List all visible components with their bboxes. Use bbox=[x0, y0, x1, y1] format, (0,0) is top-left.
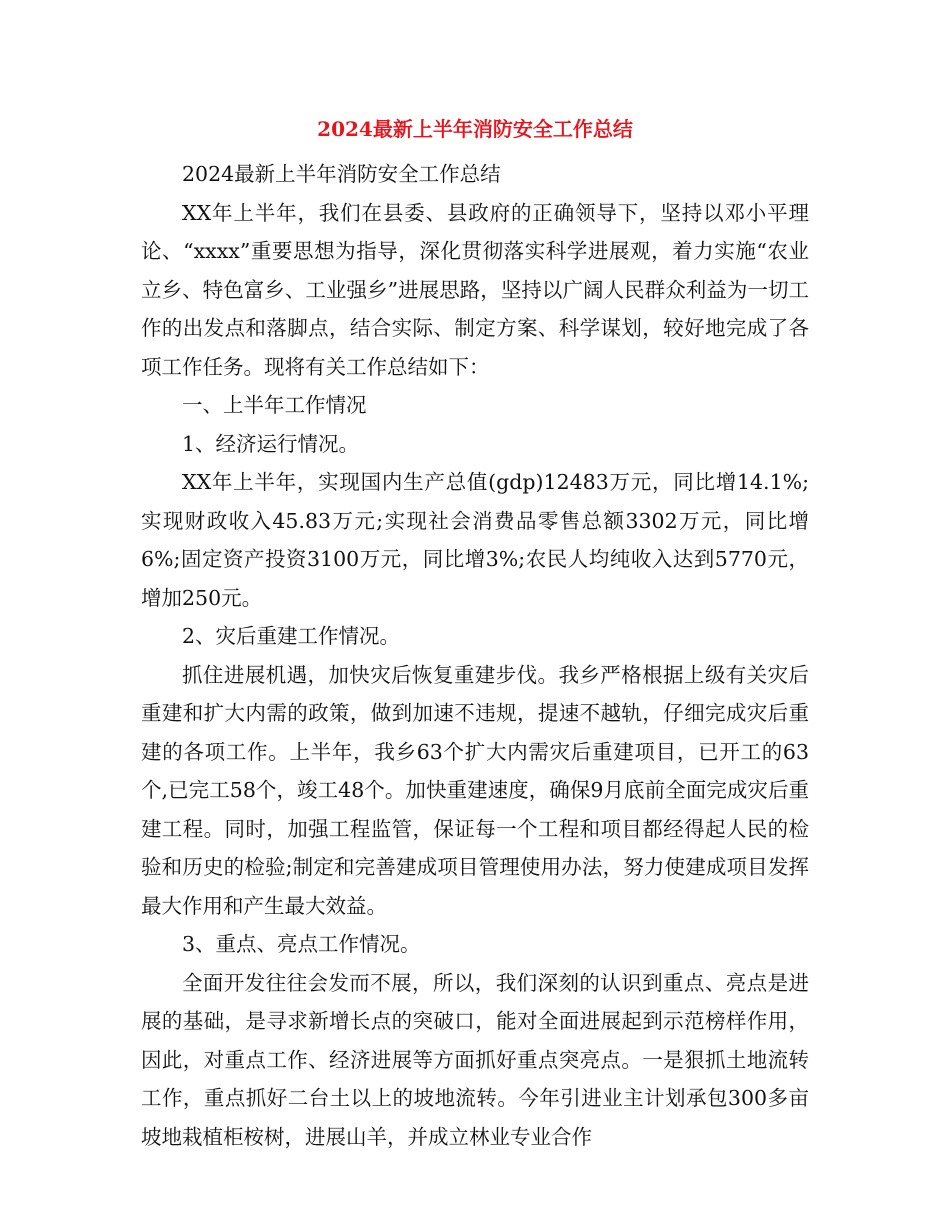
section-heading: 一、上半年工作情况 bbox=[182, 393, 367, 417]
paragraph-subtitle: 2024最新上半年消防安全工作总结 bbox=[182, 162, 501, 186]
document-body bbox=[141, 155, 809, 1156]
paragraph-intro: XX年上半年，我们在县委、县政府的正确领导下，坚持以邓小平理论、“xxxx”重要思想为指导，深化贯彻落实科学进展观，着力实施“农业立乡、特色富乡、工业强乡”进展思路，坚持以广阔人民群众利益为一切工作的出发点和落脚点，结合实际、制定方案、科学谋划，较好地完成了各项工作任务。现将有关工作总结如下： bbox=[141, 200, 809, 379]
paragraph-highlights: 全面开发往往会发而不展，所以，我们深刻的认识到重点、亮点是进展的基础，是寻求新增长点的突破口，能对全面进展起到示范榜样作用，因此，对重点工作、经济进展等方面抓好重点突亮点。一是狠抓土地流转工作，重点抓好二台土以上的坡地流转。今年引进业主计划承包300多亩坡地栽植柜桉树，进展山羊，并成立林业专业合作 bbox=[141, 970, 809, 1149]
document-title: 2024最新上半年消防安全工作总结 bbox=[317, 117, 633, 141]
subsection-heading-economy: 1、经济运行情况。 bbox=[182, 431, 360, 456]
paragraph-reconstruction: 抓住进展机遇，加快灾后恢复重建步伐。我乡严格根据上级有关灾后重建和扩大内需的政策，做到加速不违规，提速不越轨，仔细完成灾后重建的各项工作。上半年，我乡63个扩大内需灾后重建项目，已开工的63个,已完工58个，竣工48个。加快重建速度，确保9月底前全面完成灾后重建工程。同时，加强工程监管，保证每一个工程和项目都经得起人民的检验和历史的检验;制定和完善建成项目管理使用办法，努力使建成项目发挥最大作用和产生最大效益。 bbox=[141, 662, 809, 918]
paragraph-economy: XX年上半年，实现国内生产总值(gdp)12483万元，同比增14.1%;实现财政收入45.83万元;实现社会消费品零售总额3302万元，同比增6%;固定资产投资3100万元，同比增3%;农民人均纯收入达到5770元，增加250元。 bbox=[141, 470, 809, 610]
subsection-heading-highlights: 3、重点、亮点工作情况。 bbox=[182, 932, 421, 956]
subsection-heading-reconstruction: 2、灾后重建工作情况。 bbox=[182, 624, 401, 648]
